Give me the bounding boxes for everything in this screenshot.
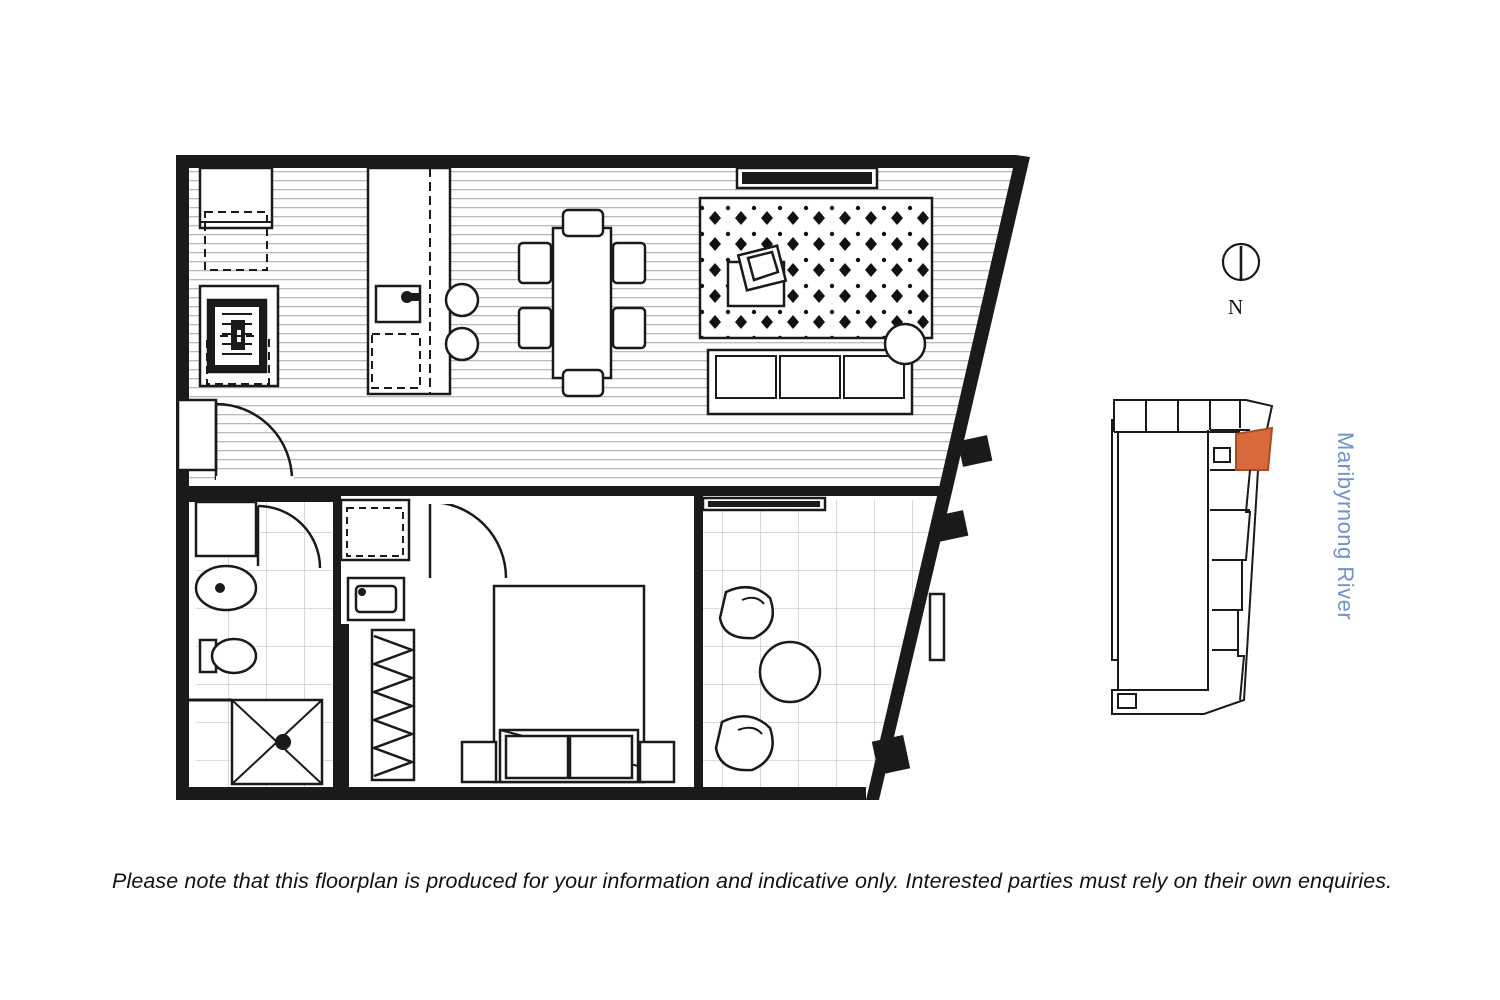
bedroom [424, 496, 674, 782]
key-plan [1112, 400, 1272, 714]
living-setting [700, 168, 932, 414]
laundry [341, 500, 414, 792]
disclaimer-text: Please note that this floorplan is produced for your information and indicative only. Interested parties must rely on their own enquiries. [112, 869, 1393, 893]
compass-icon [1223, 244, 1259, 280]
compass-label: N [1228, 295, 1244, 319]
river-label: Maribyrnong River [1333, 432, 1358, 621]
